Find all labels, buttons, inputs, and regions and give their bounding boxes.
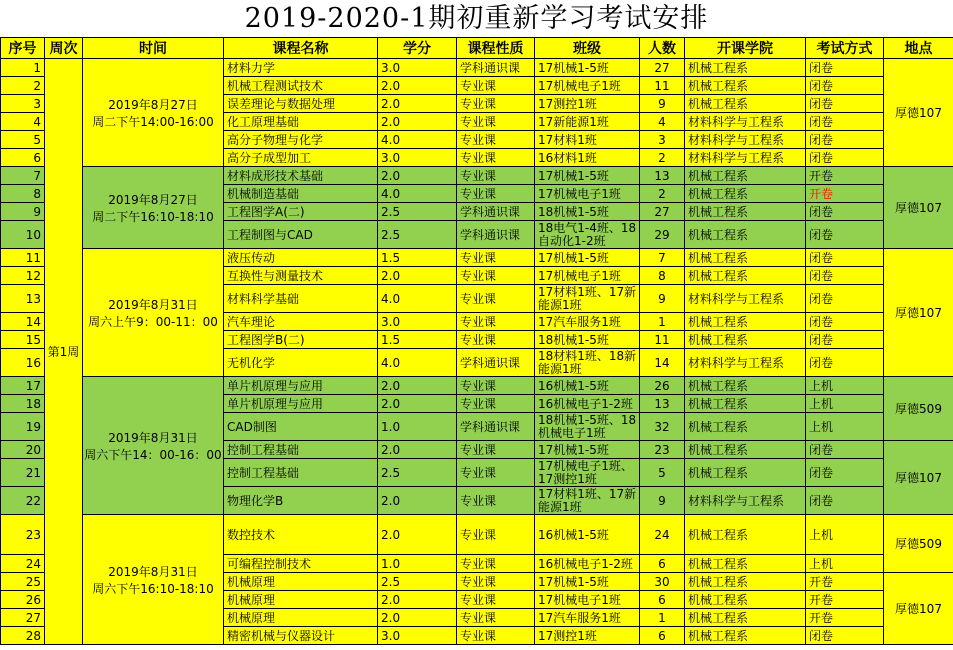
student-count: 8 bbox=[640, 267, 685, 285]
class-name: 16机械电子1-2班 bbox=[535, 555, 640, 573]
college: 机械工程系 bbox=[685, 267, 806, 285]
exam-time: 周六上午9：00-11：00 bbox=[88, 314, 218, 329]
course-type: 专业课 bbox=[457, 487, 535, 515]
course-type: 学科通识课 bbox=[457, 203, 535, 221]
student-count: 2 bbox=[640, 149, 685, 167]
location-cell: 厚德107 bbox=[884, 59, 953, 167]
course-type: 专业课 bbox=[457, 249, 535, 267]
exam-mode: 闭卷 bbox=[806, 221, 884, 249]
class-name: 17汽车服务1班 bbox=[535, 313, 640, 331]
course-name: 工程图学B(二) bbox=[224, 331, 378, 349]
class-name: 17机械电子1班 bbox=[535, 267, 640, 285]
class-name: 18机械1-5班、18机械电子1班 bbox=[535, 413, 640, 441]
credit: 2.5 bbox=[378, 221, 457, 249]
college: 机械工程系 bbox=[685, 555, 806, 573]
class-name: 17机械1-5班 bbox=[535, 59, 640, 77]
credit: 3.0 bbox=[378, 149, 457, 167]
row-index: 20 bbox=[1, 441, 45, 459]
time-cell bbox=[83, 167, 224, 249]
credit: 1.0 bbox=[378, 555, 457, 573]
course-name: CAD制图 bbox=[224, 413, 378, 441]
row-index: 26 bbox=[1, 591, 45, 609]
exam-date: 2019年8月31日 bbox=[108, 564, 198, 579]
course-name: 汽车理论 bbox=[224, 313, 378, 331]
college: 机械工程系 bbox=[685, 59, 806, 77]
course-name: 精密机械与仪器设计 bbox=[224, 627, 378, 645]
course-name: 材料科学基础 bbox=[224, 285, 378, 313]
location-cell: 厚德509 bbox=[884, 377, 953, 441]
course-name: 无机化学 bbox=[224, 349, 378, 377]
student-count: 11 bbox=[640, 77, 685, 95]
class-name: 17机械电子1班 bbox=[535, 77, 640, 95]
course-name: 工程制图与CAD bbox=[224, 221, 378, 249]
table-row bbox=[1, 249, 953, 267]
col-header-location: 地点 bbox=[884, 38, 953, 59]
college: 机械工程系 bbox=[685, 77, 806, 95]
college: 机械工程系 bbox=[685, 203, 806, 221]
exam-mode: 闭卷 bbox=[806, 149, 884, 167]
college: 机械工程系 bbox=[685, 573, 806, 591]
course-name: 可编程控制技术 bbox=[224, 555, 378, 573]
credit: 2.0 bbox=[378, 167, 457, 185]
course-type: 专业课 bbox=[457, 609, 535, 627]
course-type: 专业课 bbox=[457, 267, 535, 285]
credit: 2.0 bbox=[378, 441, 457, 459]
college: 机械工程系 bbox=[685, 459, 806, 487]
location-cell: 厚德107 bbox=[884, 573, 953, 645]
row-index: 3 bbox=[1, 95, 45, 113]
row-index: 10 bbox=[1, 221, 45, 249]
class-name: 18机械1-5班 bbox=[535, 331, 640, 349]
course-type: 学科通识课 bbox=[457, 221, 535, 249]
row-index: 13 bbox=[1, 285, 45, 313]
student-count: 7 bbox=[640, 249, 685, 267]
time-cell bbox=[83, 377, 224, 515]
class-name: 17测控1班 bbox=[535, 95, 640, 113]
course-name: 误差理论与数据处理 bbox=[224, 95, 378, 113]
row-index: 2 bbox=[1, 77, 45, 95]
col-header-college: 开课学院 bbox=[685, 38, 806, 59]
exam-date: 2019年8月27日 bbox=[108, 97, 198, 112]
student-count: 23 bbox=[640, 441, 685, 459]
course-name: 液压传动 bbox=[224, 249, 378, 267]
exam-mode: 开卷 bbox=[806, 609, 884, 627]
exam-date: 2019年8月27日 bbox=[108, 192, 198, 207]
exam-mode: 闭卷 bbox=[806, 131, 884, 149]
student-count: 13 bbox=[640, 395, 685, 413]
student-count: 6 bbox=[640, 627, 685, 645]
exam-mode: 闭卷 bbox=[806, 441, 884, 459]
college: 机械工程系 bbox=[685, 609, 806, 627]
college: 材料科学与工程系 bbox=[685, 285, 806, 313]
credit: 3.0 bbox=[378, 59, 457, 77]
credit: 2.0 bbox=[378, 377, 457, 395]
credit: 2.0 bbox=[378, 77, 457, 95]
row-index: 21 bbox=[1, 459, 45, 487]
credit: 4.0 bbox=[378, 131, 457, 149]
exam-mode: 闭卷 bbox=[806, 59, 884, 77]
college: 材料科学与工程系 bbox=[685, 113, 806, 131]
table-row bbox=[1, 59, 953, 77]
student-count: 26 bbox=[640, 377, 685, 395]
class-name: 17机械电子1班、17测控1班 bbox=[535, 459, 640, 487]
row-index: 25 bbox=[1, 573, 45, 591]
course-name: 控制工程基础 bbox=[224, 459, 378, 487]
exam-mode: 开卷 bbox=[806, 185, 884, 203]
student-count: 1 bbox=[640, 609, 685, 627]
credit: 1.5 bbox=[378, 331, 457, 349]
college: 机械工程系 bbox=[685, 185, 806, 203]
student-count: 9 bbox=[640, 285, 685, 313]
time-cell bbox=[83, 515, 224, 645]
row-index: 17 bbox=[1, 377, 45, 395]
time-cell bbox=[83, 59, 224, 167]
row-index: 4 bbox=[1, 113, 45, 131]
class-name: 17材料1班、17新能源1班 bbox=[535, 487, 640, 515]
student-count: 9 bbox=[640, 487, 685, 515]
class-name: 17材料1班 bbox=[535, 131, 640, 149]
student-count: 27 bbox=[640, 59, 685, 77]
student-count: 30 bbox=[640, 573, 685, 591]
location-cell: 厚德107 bbox=[884, 441, 953, 515]
college: 材料科学与工程系 bbox=[685, 131, 806, 149]
credit: 3.0 bbox=[378, 627, 457, 645]
row-index: 14 bbox=[1, 313, 45, 331]
row-index: 8 bbox=[1, 185, 45, 203]
course-type: 专业课 bbox=[457, 131, 535, 149]
col-header-course: 课程名称 bbox=[224, 38, 378, 59]
row-index: 9 bbox=[1, 203, 45, 221]
class-name: 16材料1班 bbox=[535, 149, 640, 167]
row-index: 16 bbox=[1, 349, 45, 377]
row-index: 6 bbox=[1, 149, 45, 167]
course-name: 高分子物理与化学 bbox=[224, 131, 378, 149]
student-count: 3 bbox=[640, 131, 685, 149]
course-name: 材料力学 bbox=[224, 59, 378, 77]
course-name: 控制工程基础 bbox=[224, 441, 378, 459]
course-type: 专业课 bbox=[457, 149, 535, 167]
college: 机械工程系 bbox=[685, 377, 806, 395]
class-name: 17机械1-5班 bbox=[535, 441, 640, 459]
row-index: 7 bbox=[1, 167, 45, 185]
course-name: 机械工程测试技术 bbox=[224, 77, 378, 95]
student-count: 5 bbox=[640, 459, 685, 487]
row-index: 11 bbox=[1, 249, 45, 267]
course-type: 专业课 bbox=[457, 95, 535, 113]
exam-mode: 闭卷 bbox=[806, 627, 884, 645]
course-type: 专业课 bbox=[457, 459, 535, 487]
credit: 2.0 bbox=[378, 609, 457, 627]
col-header-week: 周次 bbox=[45, 38, 83, 59]
credit: 2.0 bbox=[378, 487, 457, 515]
time-cell bbox=[83, 249, 224, 377]
student-count: 11 bbox=[640, 331, 685, 349]
course-name: 机械原理 bbox=[224, 573, 378, 591]
student-count: 4 bbox=[640, 113, 685, 131]
course-type: 学科通识课 bbox=[457, 59, 535, 77]
class-name: 16机械1-5班 bbox=[535, 377, 640, 395]
exam-mode: 闭卷 bbox=[806, 349, 884, 377]
row-index: 5 bbox=[1, 131, 45, 149]
credit: 2.5 bbox=[378, 459, 457, 487]
class-name: 17机械电子1班 bbox=[535, 185, 640, 203]
exam-mode: 闭卷 bbox=[806, 113, 884, 131]
exam-mode: 闭卷 bbox=[806, 459, 884, 487]
exam-time: 周二下午14:00-16:00 bbox=[92, 114, 214, 129]
col-header-class: 班级 bbox=[535, 38, 640, 59]
college: 材料科学与工程系 bbox=[685, 349, 806, 377]
row-index: 22 bbox=[1, 487, 45, 515]
exam-schedule-table bbox=[0, 37, 953, 645]
col-header-type: 课程性质 bbox=[457, 38, 535, 59]
college: 机械工程系 bbox=[685, 515, 806, 555]
credit: 2.0 bbox=[378, 591, 457, 609]
class-name: 16机械电子1-2班 bbox=[535, 395, 640, 413]
exam-mode: 开卷 bbox=[806, 591, 884, 609]
exam-mode: 上机 bbox=[806, 515, 884, 555]
exam-mode: 上机 bbox=[806, 413, 884, 441]
course-type: 专业课 bbox=[457, 331, 535, 349]
college: 机械工程系 bbox=[685, 331, 806, 349]
class-name: 16机械1-5班 bbox=[535, 515, 640, 555]
course-name: 材料成形技术基础 bbox=[224, 167, 378, 185]
college: 机械工程系 bbox=[685, 167, 806, 185]
class-name: 17材料1班、17新能源1班 bbox=[535, 285, 640, 313]
credit: 2.0 bbox=[378, 95, 457, 113]
course-type: 专业课 bbox=[457, 313, 535, 331]
exam-mode: 上机 bbox=[806, 555, 884, 573]
week-cell: 第1周 bbox=[45, 59, 83, 645]
course-name: 数控技术 bbox=[224, 515, 378, 555]
student-count: 6 bbox=[640, 555, 685, 573]
row-index: 12 bbox=[1, 267, 45, 285]
class-name: 17测控1班 bbox=[535, 627, 640, 645]
course-name: 机械原理 bbox=[224, 591, 378, 609]
row-index: 19 bbox=[1, 413, 45, 441]
exam-mode: 闭卷 bbox=[806, 487, 884, 515]
course-type: 专业课 bbox=[457, 185, 535, 203]
header-row bbox=[1, 38, 953, 59]
course-type: 专业课 bbox=[457, 441, 535, 459]
course-name: 高分子成型加工 bbox=[224, 149, 378, 167]
class-name: 18机械1-5班 bbox=[535, 203, 640, 221]
row-index: 23 bbox=[1, 515, 45, 555]
college: 材料科学与工程系 bbox=[685, 487, 806, 515]
course-type: 专业课 bbox=[457, 395, 535, 413]
college: 机械工程系 bbox=[685, 395, 806, 413]
student-count: 13 bbox=[640, 167, 685, 185]
col-header-credit: 学分 bbox=[378, 38, 457, 59]
credit: 2.5 bbox=[378, 573, 457, 591]
exam-mode: 闭卷 bbox=[806, 95, 884, 113]
course-name: 化工原理基础 bbox=[224, 113, 378, 131]
course-type: 专业课 bbox=[457, 113, 535, 131]
exam-mode: 闭卷 bbox=[806, 77, 884, 95]
credit: 2.0 bbox=[378, 113, 457, 131]
credit: 1.0 bbox=[378, 413, 457, 441]
course-name: 物理化学B bbox=[224, 487, 378, 515]
class-name: 18材料1班、18新能源1班 bbox=[535, 349, 640, 377]
exam-mode: 闭卷 bbox=[806, 249, 884, 267]
table-row bbox=[1, 515, 953, 555]
student-count: 24 bbox=[640, 515, 685, 555]
course-type: 专业课 bbox=[457, 555, 535, 573]
row-index: 28 bbox=[1, 627, 45, 645]
college: 机械工程系 bbox=[685, 627, 806, 645]
college: 机械工程系 bbox=[685, 313, 806, 331]
course-type: 学科通识课 bbox=[457, 413, 535, 441]
course-type: 专业课 bbox=[457, 591, 535, 609]
class-name: 17机械1-5班 bbox=[535, 249, 640, 267]
course-type: 专业课 bbox=[457, 285, 535, 313]
credit: 2.0 bbox=[378, 267, 457, 285]
credit: 1.5 bbox=[378, 249, 457, 267]
college: 机械工程系 bbox=[685, 591, 806, 609]
course-name: 机械制造基础 bbox=[224, 185, 378, 203]
exam-mode: 开卷 bbox=[806, 573, 884, 591]
college: 机械工程系 bbox=[685, 441, 806, 459]
table-row bbox=[1, 167, 953, 185]
exam-mode: 闭卷 bbox=[806, 285, 884, 313]
course-name: 互换性与测量技术 bbox=[224, 267, 378, 285]
credit: 2.0 bbox=[378, 515, 457, 555]
exam-mode: 上机 bbox=[806, 377, 884, 395]
student-count: 32 bbox=[640, 413, 685, 441]
exam-mode: 闭卷 bbox=[806, 267, 884, 285]
credit: 3.0 bbox=[378, 313, 457, 331]
credit: 2.0 bbox=[378, 395, 457, 413]
course-name: 工程图学A(二) bbox=[224, 203, 378, 221]
credit: 4.0 bbox=[378, 185, 457, 203]
exam-mode: 闭卷 bbox=[806, 313, 884, 331]
class-name: 17新能源1班 bbox=[535, 113, 640, 131]
exam-mode: 上机 bbox=[806, 395, 884, 413]
location-cell: 厚德509 bbox=[884, 515, 953, 573]
exam-mode: 闭卷 bbox=[806, 203, 884, 221]
col-header-exam-mode: 考试方式 bbox=[806, 38, 884, 59]
col-header-index: 序号 bbox=[1, 38, 45, 59]
student-count: 14 bbox=[640, 349, 685, 377]
exam-date: 2019年8月31日 bbox=[108, 430, 198, 445]
class-name: 17汽车服务1班 bbox=[535, 609, 640, 627]
credit: 4.0 bbox=[378, 349, 457, 377]
location-cell: 厚德107 bbox=[884, 167, 953, 249]
student-count: 29 bbox=[640, 221, 685, 249]
exam-date: 2019年8月31日 bbox=[108, 297, 198, 312]
class-name: 18电气1-4班、18自动化1-2班 bbox=[535, 221, 640, 249]
course-type: 专业课 bbox=[457, 515, 535, 555]
course-type: 专业课 bbox=[457, 77, 535, 95]
student-count: 1 bbox=[640, 313, 685, 331]
student-count: 6 bbox=[640, 591, 685, 609]
course-type: 专业课 bbox=[457, 627, 535, 645]
location-cell: 厚德107 bbox=[884, 249, 953, 377]
exam-mode: 闭卷 bbox=[806, 331, 884, 349]
row-index: 1 bbox=[1, 59, 45, 77]
row-index: 18 bbox=[1, 395, 45, 413]
student-count: 27 bbox=[640, 203, 685, 221]
table-row bbox=[1, 377, 953, 395]
exam-time: 周二下午16:10-18:10 bbox=[92, 209, 214, 224]
page-title: 2019-2020-1期初重新学习考试安排 bbox=[244, 3, 709, 34]
credit: 4.0 bbox=[378, 285, 457, 313]
credit: 2.5 bbox=[378, 203, 457, 221]
course-name: 单片机原理与应用 bbox=[224, 395, 378, 413]
course-type: 学科通识课 bbox=[457, 349, 535, 377]
course-type: 专业课 bbox=[457, 167, 535, 185]
course-type: 专业课 bbox=[457, 573, 535, 591]
row-index: 15 bbox=[1, 331, 45, 349]
class-name: 17机械1-5班 bbox=[535, 573, 640, 591]
row-index: 27 bbox=[1, 609, 45, 627]
college: 机械工程系 bbox=[685, 413, 806, 441]
student-count: 9 bbox=[640, 95, 685, 113]
course-name: 机械原理 bbox=[224, 609, 378, 627]
college: 机械工程系 bbox=[685, 249, 806, 267]
col-header-count: 人数 bbox=[640, 38, 685, 59]
course-type: 专业课 bbox=[457, 377, 535, 395]
college: 机械工程系 bbox=[685, 95, 806, 113]
exam-time: 周六下午16:10-18:10 bbox=[92, 581, 214, 596]
class-name: 17机械电子1班 bbox=[535, 591, 640, 609]
col-header-time: 时间 bbox=[83, 38, 224, 59]
row-index: 24 bbox=[1, 555, 45, 573]
course-name: 单片机原理与应用 bbox=[224, 377, 378, 395]
student-count: 2 bbox=[640, 185, 685, 203]
college: 材料科学与工程系 bbox=[685, 149, 806, 167]
class-name: 17机械1-5班 bbox=[535, 167, 640, 185]
college: 机械工程系 bbox=[685, 221, 806, 249]
exam-time: 周六下午14：00-16：00 bbox=[84, 447, 222, 462]
exam-mode: 开卷 bbox=[806, 167, 884, 185]
